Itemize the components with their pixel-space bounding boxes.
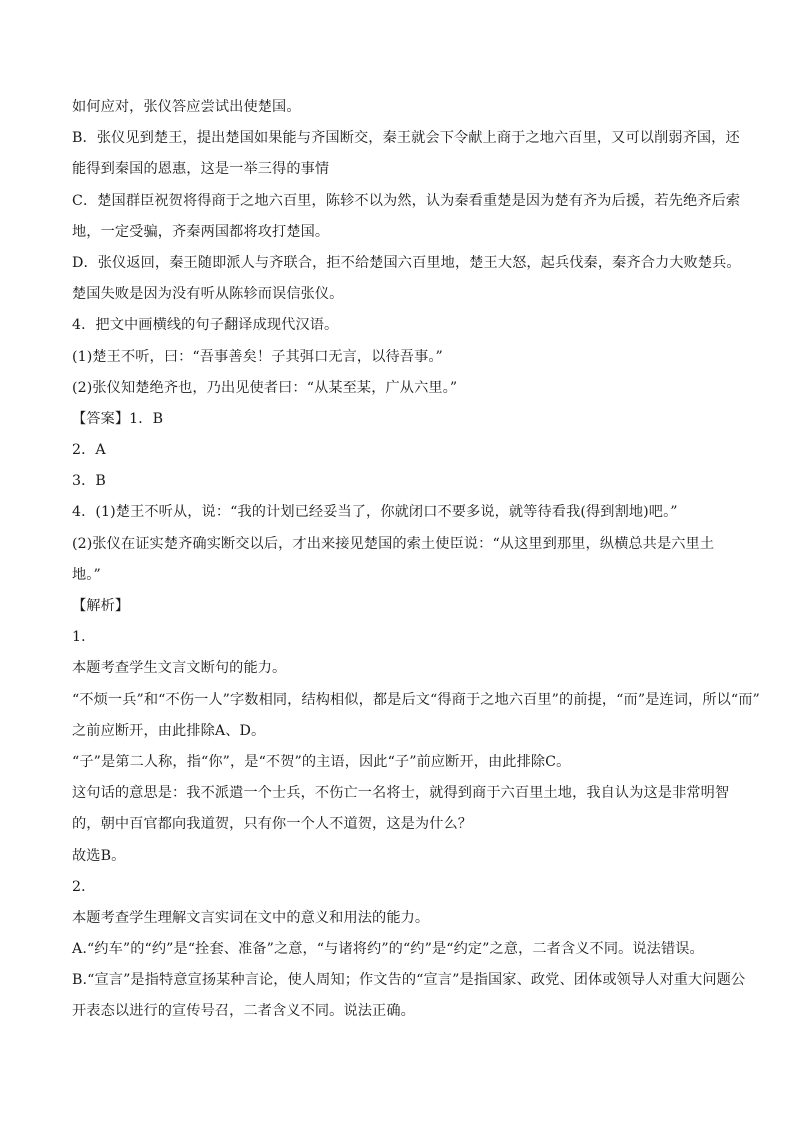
text-line: 本题考查学生理解文言实词在文中的意义和用法的能力。: [72, 909, 430, 926]
option-d-line: D．张仪返回，秦王随即派人与齐联合，拒不给楚国六百里地，楚王大怒，起兵伐秦，秦齐合力大败楚兵。: [72, 254, 741, 271]
analysis-item-number: 1．: [72, 629, 96, 646]
text-line: 开表态以进行的宣传号召，二者含义不同。说法正确。: [72, 1003, 415, 1020]
sentence-2-line: (2)张仪知楚绝齐也，乃出见使者曰：“从某至某，广从六里。”: [72, 379, 458, 396]
answer-line: 4．(1)楚王不听从，说：“我的计划已经妥当了，你就闭口不要多说，就等待看我(得到割地)吧。”: [72, 504, 678, 521]
answer-heading: 【答案】1．B: [72, 410, 164, 427]
option-c-line: C．楚国群臣祝贺将得商于之地六百里，陈轸不以为然，认为秦看重楚是因为楚有齐为后援，若先绝齐后索: [72, 192, 741, 209]
text-line: 这句话的意思是：我不派遣一个士兵，不伤亡一名将士，就得到商于六百里土地，我自认为这是非常明智: [72, 785, 730, 802]
text-line: “不烦一兵”和“不伤一人”字数相同，结构相似，都是后文“得商于之地六百里”的前提，“而”是连词，所以“而”: [72, 691, 760, 708]
text-line: 如何应对，张仪答应尝试出使楚国。: [72, 99, 301, 115]
text-line: 之前应断开，由此排除A、D。: [72, 722, 266, 739]
sentence-1-line: (1)楚王不听，曰：“吾事善矣！子其弭口无言，以待吾事。”: [72, 348, 443, 365]
text-line: B.“宣言”是指特意宣扬某种言论，使人周知；作文告的“宣言”是指国家、政党、团体或领导人对重大问题公: [72, 972, 746, 989]
analysis-heading: 【解析】: [72, 598, 130, 614]
text-line: 的，朝中百官都向我道贺，只有你一个人不道贺，这是为什么？: [72, 816, 473, 833]
text-line: 地。”: [72, 566, 101, 583]
option-b-line: B．张仪见到楚王，提出楚国如果能与齐国断交，秦王就会下令献上商于之地六百里，又可以削弱齐国，还: [72, 130, 740, 147]
text-line: 能得到秦国的恩惠，这是一举三得的事情: [72, 161, 330, 178]
text-line: 地，一定受骗，齐秦两国都将攻打楚国。: [72, 223, 330, 240]
text-line: “子”是第二人称，指“你”，是“不贺”的主语，因此“子”前应断开，由此排除C。: [72, 753, 571, 770]
answer-line: 3．B: [72, 473, 106, 490]
text-line: 故选B。: [72, 847, 126, 864]
answer-line: 2．A: [72, 442, 106, 459]
text-line: 楚国失败是因为没有听从陈轸而误信张仪。: [72, 286, 344, 303]
analysis-item-number: 2．: [72, 878, 96, 895]
answer-line: (2)张仪在证实楚齐确实断交以后，才出来接见楚国的索土使臣说：“从这里到那里，纵横总共是六里土: [72, 535, 715, 552]
text-line: A.“约车”的“约”是“拴套、准备”之意，“与诸将约”的“约”是“约定”之意，二者含义不同。说法错误。: [72, 941, 704, 958]
text-line: 本题考查学生文言文断句的能力。: [72, 660, 287, 677]
question-4-line: 4．把文中画横线的句子翻译成现代汉语。: [72, 317, 339, 334]
document-body: [72, 92, 760, 1028]
